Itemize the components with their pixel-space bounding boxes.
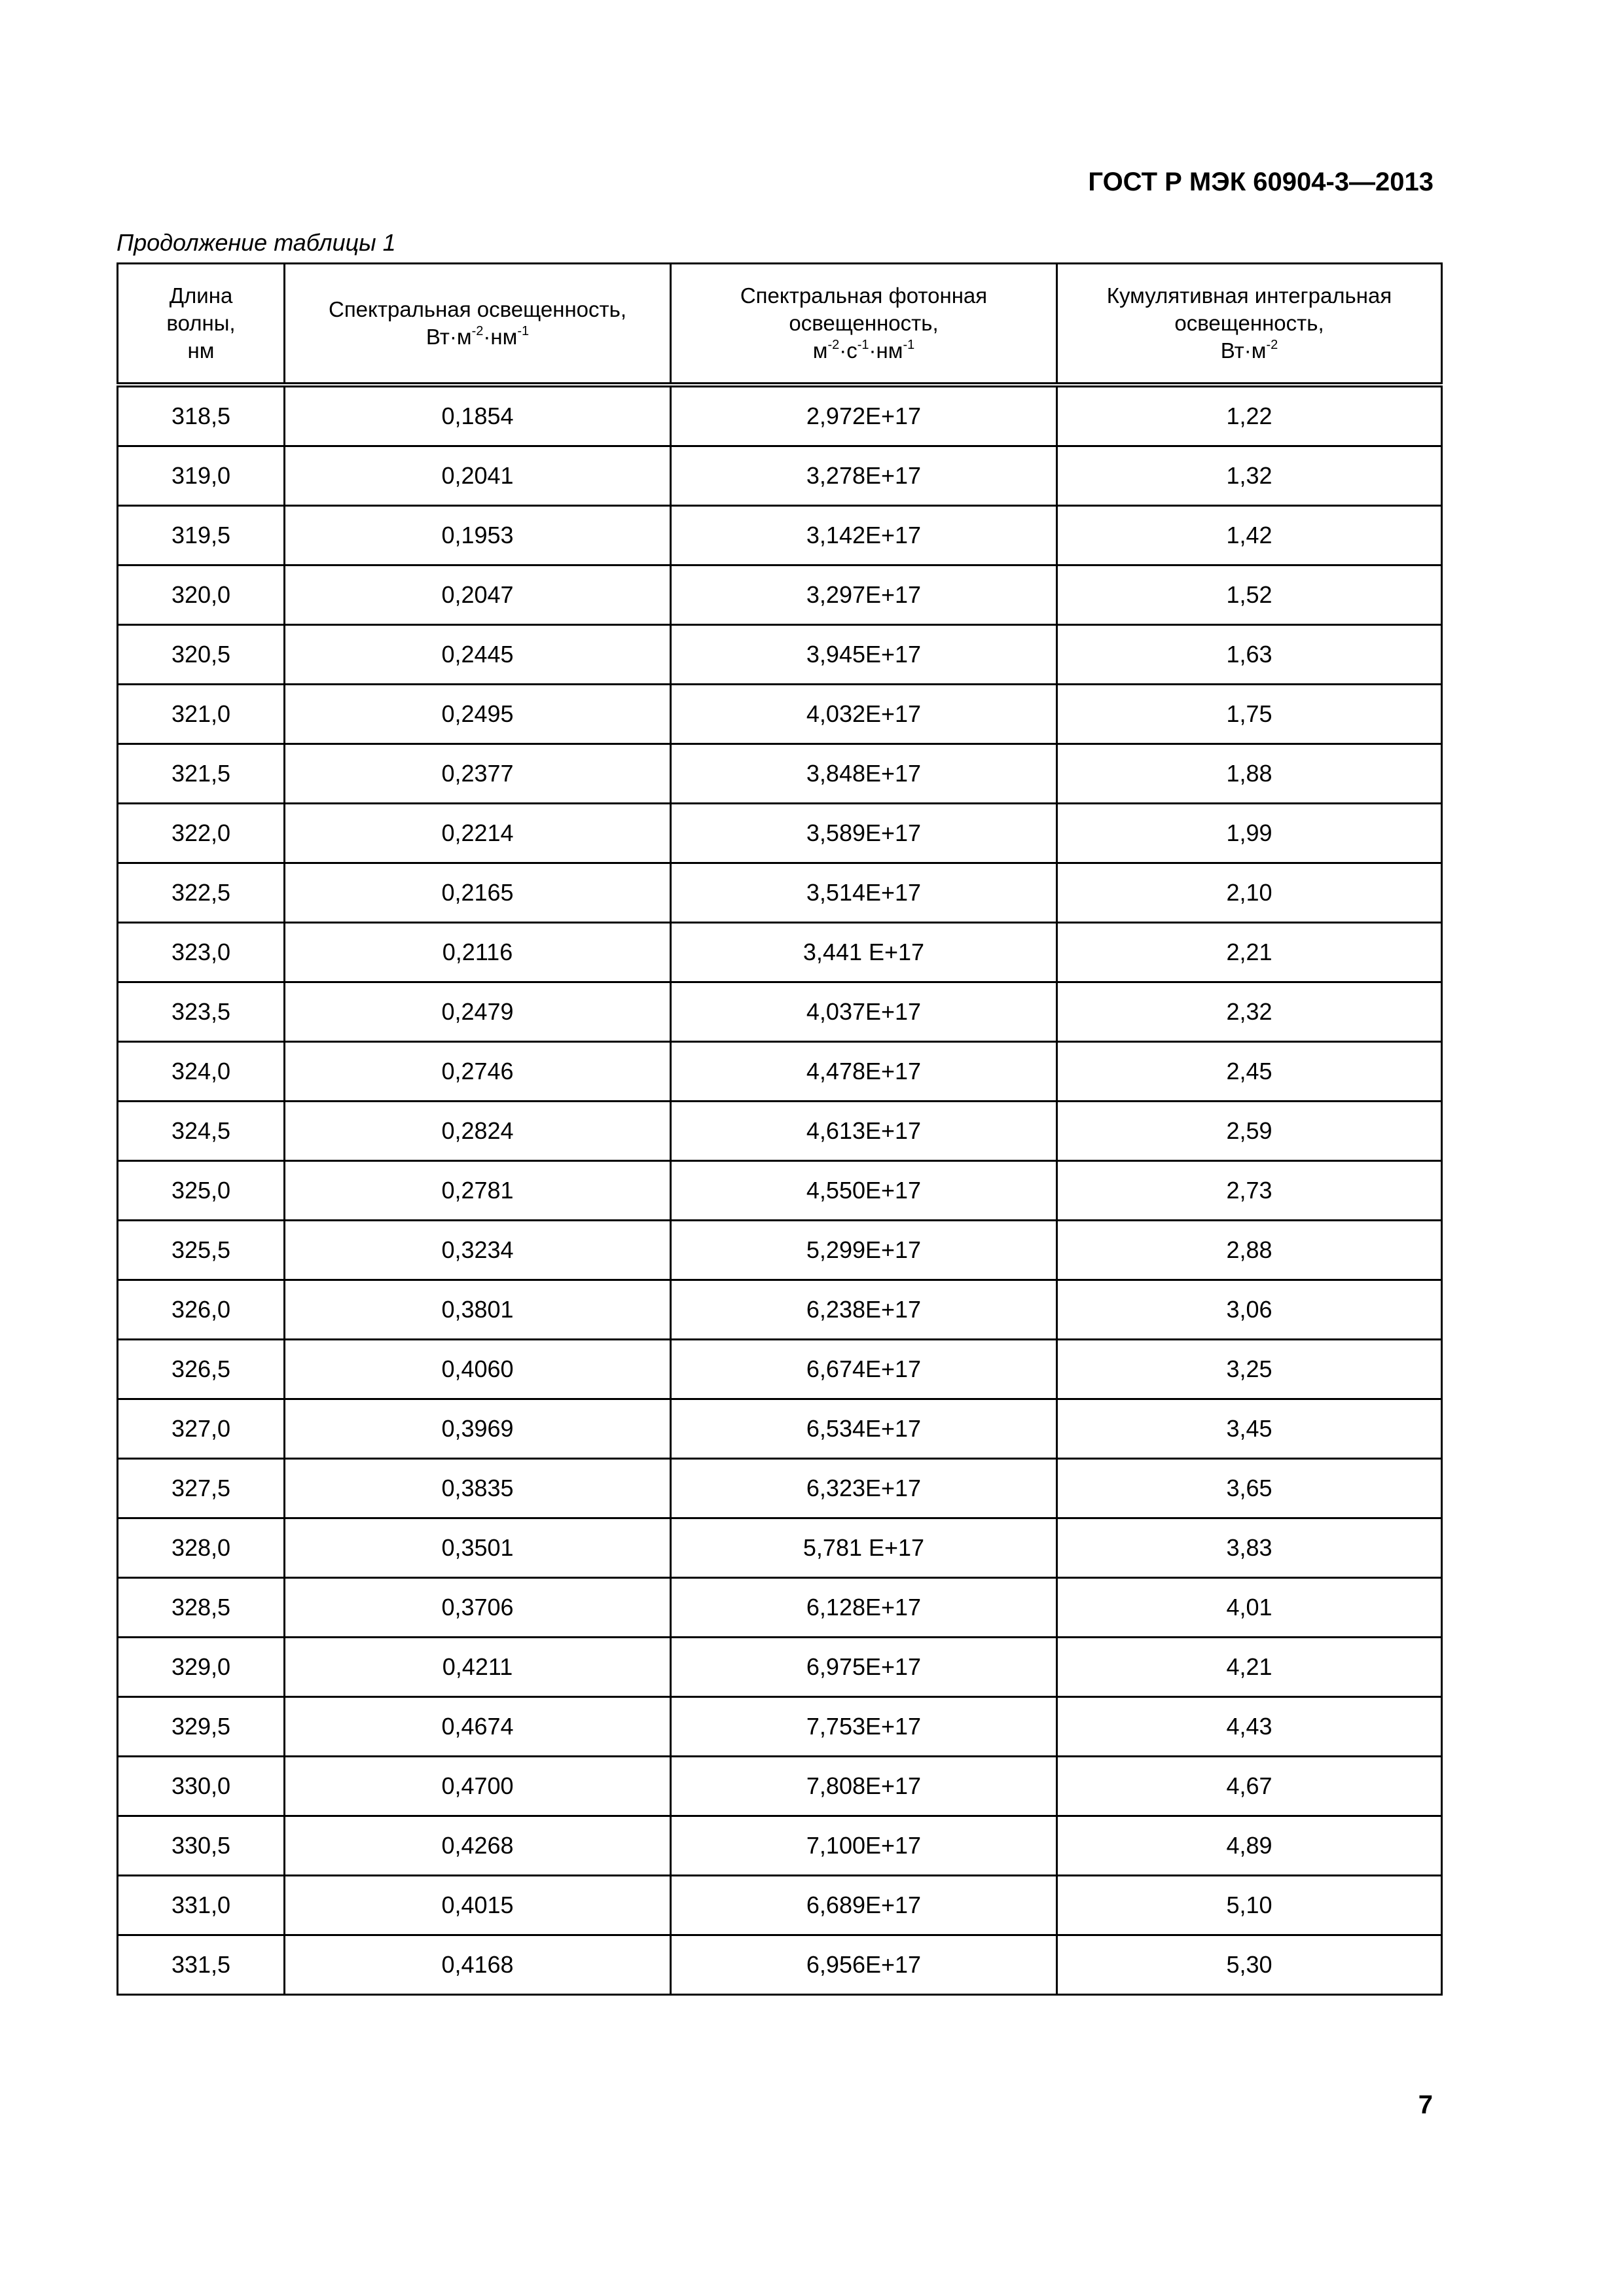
cell-photon-irradiance: 3,441 E+17	[671, 923, 1057, 982]
cell-photon-irradiance: 5,299E+17	[671, 1221, 1057, 1280]
page-number: 7	[1418, 2090, 1433, 2119]
table-row	[118, 1518, 1442, 1578]
cell-cumulative: 1,32	[1057, 446, 1442, 506]
table-caption: Продолжение таблицы 1	[117, 229, 396, 256]
cell-irradiance: 0,3501	[285, 1518, 671, 1578]
cell-photon-irradiance: 3,848E+17	[671, 744, 1057, 804]
cell-wavelength: 330,5	[118, 1816, 285, 1876]
cell-irradiance: 0,3801	[285, 1280, 671, 1340]
header-irradiance-unit-b: ·нм	[483, 325, 518, 349]
cell-photon-irradiance: 6,975E+17	[671, 1638, 1057, 1697]
table-row	[118, 1638, 1442, 1697]
cell-irradiance: 0,4674	[285, 1697, 671, 1757]
table-row	[118, 744, 1442, 804]
cell-photon-irradiance: 6,534E+17	[671, 1399, 1057, 1459]
table-row	[118, 385, 1442, 446]
cell-irradiance: 0,3969	[285, 1399, 671, 1459]
cell-wavelength: 318,5	[118, 385, 285, 446]
cell-irradiance: 0,2445	[285, 625, 671, 685]
cell-cumulative: 2,59	[1057, 1102, 1442, 1161]
cell-cumulative: 2,32	[1057, 982, 1442, 1042]
cell-wavelength: 326,0	[118, 1280, 285, 1340]
cell-photon-irradiance: 4,032E+17	[671, 685, 1057, 744]
cell-wavelength: 322,5	[118, 863, 285, 923]
cell-cumulative: 1,22	[1057, 385, 1442, 446]
cell-cumulative: 4,21	[1057, 1638, 1442, 1697]
header-photon-unit-c: ·нм	[869, 338, 903, 363]
cell-photon-irradiance: 6,238E+17	[671, 1280, 1057, 1340]
header-photon-exp-a: -2	[827, 338, 840, 352]
header-photon-exp-b: -1	[857, 338, 869, 352]
table-row	[118, 1221, 1442, 1280]
cell-wavelength: 319,0	[118, 446, 285, 506]
cell-wavelength: 329,5	[118, 1697, 285, 1757]
cell-cumulative: 2,88	[1057, 1221, 1442, 1280]
cell-cumulative: 2,10	[1057, 863, 1442, 923]
cell-photon-irradiance: 4,037E+17	[671, 982, 1057, 1042]
cell-wavelength: 326,5	[118, 1340, 285, 1399]
table-row	[118, 1935, 1442, 1995]
table-row	[118, 1340, 1442, 1399]
cell-wavelength: 330,0	[118, 1757, 285, 1816]
cell-cumulative: 1,63	[1057, 625, 1442, 685]
cell-wavelength: 319,5	[118, 506, 285, 565]
cell-photon-irradiance: 4,613E+17	[671, 1102, 1057, 1161]
cell-photon-irradiance: 2,972E+17	[671, 385, 1057, 446]
cell-photon-irradiance: 7,753E+17	[671, 1697, 1057, 1757]
table-row	[118, 625, 1442, 685]
cell-wavelength: 321,0	[118, 685, 285, 744]
header-cumulative-unit-a: Вт·м	[1220, 338, 1267, 363]
cell-cumulative: 3,25	[1057, 1340, 1442, 1399]
cell-cumulative: 4,67	[1057, 1757, 1442, 1816]
cell-irradiance: 0,3835	[285, 1459, 671, 1518]
cell-irradiance: 0,2495	[285, 685, 671, 744]
spectral-data-table	[117, 262, 1443, 1996]
cell-cumulative: 4,43	[1057, 1697, 1442, 1757]
cell-cumulative: 2,21	[1057, 923, 1442, 982]
cell-cumulative: 2,45	[1057, 1042, 1442, 1102]
cell-photon-irradiance: 4,550E+17	[671, 1161, 1057, 1221]
cell-irradiance: 0,4168	[285, 1935, 671, 1995]
cell-photon-irradiance: 6,128E+17	[671, 1578, 1057, 1638]
header-cumulative-line1: Кумулятивная интегральная	[1106, 283, 1392, 308]
cell-cumulative: 4,01	[1057, 1578, 1442, 1638]
cell-cumulative: 3,45	[1057, 1399, 1442, 1459]
header-irradiance-line1: Спектральная освещенность,	[328, 297, 627, 321]
cell-wavelength: 323,5	[118, 982, 285, 1042]
cell-irradiance: 0,2746	[285, 1042, 671, 1102]
table-row	[118, 1578, 1442, 1638]
header-photon-unit-a: м	[812, 338, 828, 363]
table-row	[118, 923, 1442, 982]
cell-cumulative: 3,06	[1057, 1280, 1442, 1340]
cell-cumulative: 1,52	[1057, 565, 1442, 625]
cell-irradiance: 0,3234	[285, 1221, 671, 1280]
table-row	[118, 1399, 1442, 1459]
cell-photon-irradiance: 6,674E+17	[671, 1340, 1057, 1399]
table-row	[118, 804, 1442, 863]
cell-wavelength: 320,0	[118, 565, 285, 625]
document-code: ГОСТ Р МЭК 60904-3—2013	[1088, 168, 1434, 196]
cell-irradiance: 0,1953	[285, 506, 671, 565]
table-row	[118, 1876, 1442, 1935]
table-row	[118, 1161, 1442, 1221]
cell-photon-irradiance: 7,100E+17	[671, 1816, 1057, 1876]
table-row	[118, 1459, 1442, 1518]
table-row	[118, 1697, 1442, 1757]
cell-wavelength: 325,5	[118, 1221, 285, 1280]
cell-photon-irradiance: 3,945E+17	[671, 625, 1057, 685]
cell-wavelength: 331,0	[118, 1876, 285, 1935]
cell-irradiance: 0,2041	[285, 446, 671, 506]
header-irradiance-unit-a: Вт·м	[425, 325, 472, 349]
table-row	[118, 565, 1442, 625]
table-row	[118, 982, 1442, 1042]
cell-irradiance: 0,4015	[285, 1876, 671, 1935]
cell-cumulative: 1,42	[1057, 506, 1442, 565]
header-wavelength-unit: нм	[187, 338, 215, 363]
table-row	[118, 1816, 1442, 1876]
cell-irradiance: 0,2047	[285, 565, 671, 625]
cell-cumulative: 3,83	[1057, 1518, 1442, 1578]
header-cumulative-line2: освещенность,	[1174, 311, 1324, 335]
table-body	[118, 385, 1442, 1995]
cell-cumulative: 3,65	[1057, 1459, 1442, 1518]
table-row	[118, 1042, 1442, 1102]
cell-irradiance: 0,3706	[285, 1578, 671, 1638]
cell-wavelength: 321,5	[118, 744, 285, 804]
table-row	[118, 685, 1442, 744]
cell-irradiance: 0,1854	[285, 385, 671, 446]
cell-irradiance: 0,4268	[285, 1816, 671, 1876]
cell-cumulative: 1,88	[1057, 744, 1442, 804]
header-irradiance-exp-b: -1	[517, 324, 530, 338]
cell-cumulative: 5,10	[1057, 1876, 1442, 1935]
cell-irradiance: 0,4211	[285, 1638, 671, 1697]
cell-irradiance: 0,4700	[285, 1757, 671, 1816]
header-wavelength-line2: волны,	[166, 311, 236, 335]
cell-photon-irradiance: 4,478E+17	[671, 1042, 1057, 1102]
cell-photon-irradiance: 7,808E+17	[671, 1757, 1057, 1816]
header-irradiance	[285, 264, 671, 386]
header-photon-irradiance	[671, 264, 1057, 386]
cell-irradiance: 0,2781	[285, 1161, 671, 1221]
header-photon-unit-b: ·с	[839, 338, 857, 363]
cell-irradiance: 0,2479	[285, 982, 671, 1042]
cell-cumulative: 2,73	[1057, 1161, 1442, 1221]
cell-wavelength: 323,0	[118, 923, 285, 982]
table-row	[118, 1757, 1442, 1816]
cell-wavelength: 327,5	[118, 1459, 285, 1518]
cell-cumulative: 1,75	[1057, 685, 1442, 744]
cell-wavelength: 322,0	[118, 804, 285, 863]
table-row	[118, 446, 1442, 506]
cell-photon-irradiance: 3,142E+17	[671, 506, 1057, 565]
header-cumulative-exp-a: -2	[1266, 338, 1278, 352]
cell-photon-irradiance: 5,781 E+17	[671, 1518, 1057, 1578]
cell-wavelength: 324,5	[118, 1102, 285, 1161]
cell-irradiance: 0,2377	[285, 744, 671, 804]
header-irradiance-exp-a: -2	[471, 324, 484, 338]
table-row	[118, 506, 1442, 565]
cell-wavelength: 328,0	[118, 1518, 285, 1578]
header-wavelength	[118, 264, 285, 386]
cell-cumulative: 4,89	[1057, 1816, 1442, 1876]
cell-irradiance: 0,2116	[285, 923, 671, 982]
table-row	[118, 1280, 1442, 1340]
cell-wavelength: 328,5	[118, 1578, 285, 1638]
table-row	[118, 1102, 1442, 1161]
cell-cumulative: 5,30	[1057, 1935, 1442, 1995]
cell-photon-irradiance: 3,297E+17	[671, 565, 1057, 625]
table-header-row	[118, 264, 1442, 386]
cell-photon-irradiance: 6,689E+17	[671, 1876, 1057, 1935]
header-photon-line1: Спектральная фотонная	[740, 283, 988, 308]
cell-wavelength: 331,5	[118, 1935, 285, 1995]
cell-wavelength: 325,0	[118, 1161, 285, 1221]
cell-photon-irradiance: 3,514E+17	[671, 863, 1057, 923]
cell-irradiance: 0,4060	[285, 1340, 671, 1399]
table-row	[118, 863, 1442, 923]
header-photon-line2: освещенность,	[789, 311, 939, 335]
cell-wavelength: 329,0	[118, 1638, 285, 1697]
header-photon-exp-c: -1	[903, 338, 915, 352]
cell-photon-irradiance: 3,589E+17	[671, 804, 1057, 863]
cell-photon-irradiance: 6,956E+17	[671, 1935, 1057, 1995]
cell-photon-irradiance: 3,278E+17	[671, 446, 1057, 506]
cell-wavelength: 324,0	[118, 1042, 285, 1102]
header-cumulative	[1057, 264, 1442, 386]
cell-wavelength: 327,0	[118, 1399, 285, 1459]
cell-wavelength: 320,5	[118, 625, 285, 685]
cell-irradiance: 0,2824	[285, 1102, 671, 1161]
cell-irradiance: 0,2214	[285, 804, 671, 863]
cell-irradiance: 0,2165	[285, 863, 671, 923]
cell-cumulative: 1,99	[1057, 804, 1442, 863]
cell-photon-irradiance: 6,323E+17	[671, 1459, 1057, 1518]
header-wavelength-line1: Длина	[169, 283, 233, 308]
